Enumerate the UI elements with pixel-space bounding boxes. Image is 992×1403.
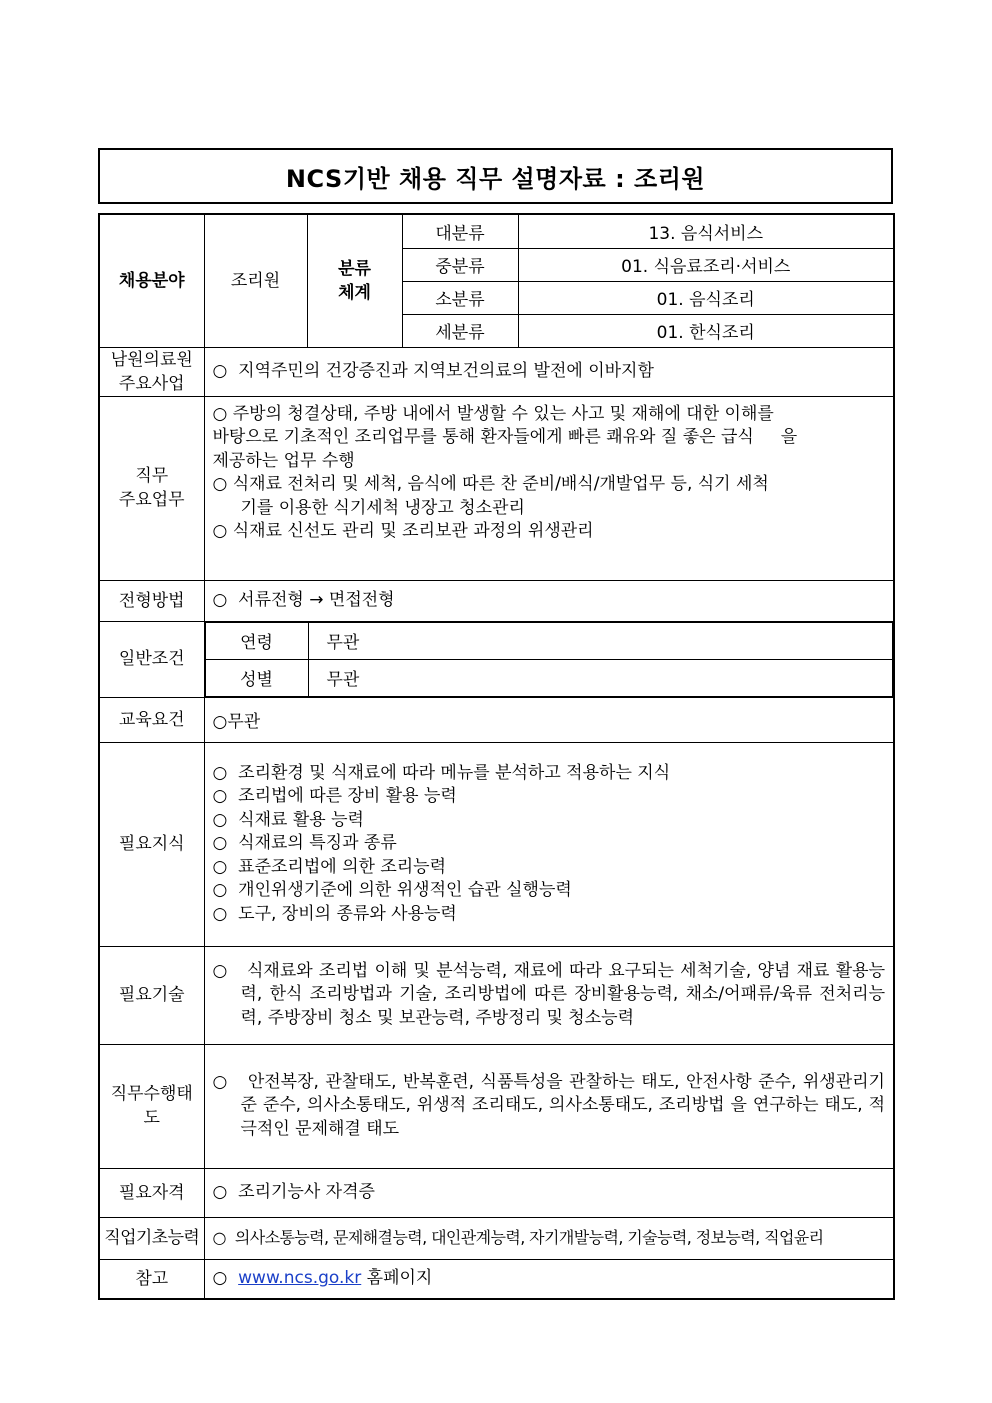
document-title-box [98, 148, 893, 204]
selection-label: 전형방법 [99, 580, 204, 621]
bullet: ○ [212, 786, 228, 807]
document-title: NCS기반 채용 직무 설명자료 : 조리원 [285, 164, 706, 193]
reference-label: 참고 [99, 1259, 204, 1299]
field-value: 조리원 [204, 214, 307, 347]
classification-value: 01. 한식조리 [518, 314, 894, 347]
duties-line: ○ 주방의 청결상태, 주방 내에서 발생할 수 있는 사고 및 재해에 대한 이해를 [212, 403, 774, 424]
attitude-label-line-2: 도 [143, 1108, 160, 1128]
knowledge-row [99, 742, 894, 946]
bullet: ○ [212, 1071, 229, 1092]
classification-value: 13. 음식서비스 [518, 214, 894, 248]
certificate-text-cell [204, 1168, 894, 1217]
classification-level: 대분류 [402, 214, 518, 248]
general-condition-row [205, 659, 893, 696]
condition-key: 연령 [205, 622, 308, 659]
knowledge-item-text: 개인위생기준에 의한 위생적인 습관 실행능력 [238, 880, 572, 901]
classification-value: 01. 음식조리 [518, 281, 894, 314]
bullet: ○ [212, 1181, 228, 1202]
bullet: ○ [212, 960, 229, 981]
skills-row [99, 946, 894, 1044]
skills-text: 식재료와 조리법 이해 및 분석능력, 재료에 따라 요구되는 세척기술, 양념 재료 활용능력, 한식 조리방법과 기술, 조리방법에 따른 장비활용능력, 채소/어패류/육류 전처리능력, 주방장비 청소 및 보관능력, 주방정리 및 청소능력 [240, 960, 885, 1028]
classification-value: 01. 식음료조리·서비스 [518, 248, 894, 281]
basic-ability-line [213, 1226, 886, 1250]
duties-line: 제공하는 업무 수행 [212, 450, 355, 471]
knowledge-list [204, 742, 894, 946]
knowledge-item [213, 879, 886, 903]
bullet: ○ [212, 1228, 226, 1248]
knowledge-item-text: 조리환경 및 식재료에 따라 메뉴를 분석하고 적용하는 지식 [238, 762, 671, 783]
attitude-text-cell [204, 1044, 894, 1168]
knowledge-item [213, 832, 886, 856]
bullet: ○ [212, 809, 228, 830]
condition-key: 성별 [205, 659, 308, 696]
knowledge-item [213, 903, 886, 927]
general-conditions-table [205, 622, 894, 697]
knowledge-item [213, 762, 886, 786]
duties-label-line-2: 주요업무 [118, 490, 185, 510]
knowledge-item [213, 785, 886, 809]
reference-text-cell [204, 1259, 894, 1299]
bullet: ○ [212, 856, 228, 877]
reference-row [99, 1259, 894, 1299]
duties-label [99, 396, 204, 580]
duties-label-line-1: 직무 [135, 466, 169, 486]
reference-line [213, 1267, 886, 1291]
classification-label-line-2: 체계 [338, 282, 371, 303]
main-business-row [99, 347, 894, 396]
classification-level: 세분류 [402, 314, 518, 347]
classification-label [307, 214, 402, 347]
general-row [99, 621, 894, 697]
main-business-label-line-1: 남원의료원 [110, 349, 193, 370]
bullet: ○ [212, 833, 228, 854]
education-text: ○무관 [204, 697, 894, 742]
knowledge-item-text: 식재료의 특징과 종류 [238, 833, 397, 854]
main-business-line [213, 360, 886, 384]
field-label: 채용분야 [99, 214, 204, 347]
basic-ability-label: 직업기초능력 [99, 1217, 204, 1259]
certificate-row [99, 1168, 894, 1217]
attitude-line [213, 1071, 886, 1142]
duties-row [99, 396, 894, 580]
skills-label: 필요기술 [99, 946, 204, 1044]
certificate-label: 필요자격 [99, 1168, 204, 1217]
classification-level: 소분류 [402, 281, 518, 314]
basic-ability-text-cell [204, 1217, 894, 1259]
duties-line: ○ 식재료 신선도 관리 및 조리보관 과정의 위생관리 [212, 521, 594, 541]
job-description-table [98, 213, 895, 1300]
condition-value: 무관 [308, 659, 893, 696]
main-business-text: 지역주민의 건강증진과 지역보건의료의 발전에 이바지함 [238, 360, 654, 381]
classification-label-line-1: 분류 [338, 258, 371, 279]
duties-line: 기를 이용한 식기세척 냉장고 청소관리 [240, 497, 525, 518]
basic-ability-text: 의사소통능력, 문제해결능력, 대인관계능력, 자기개발능력, 기술능력, 정보능력, 직업윤리 [234, 1228, 824, 1248]
main-business-label [99, 347, 204, 396]
certificate-line [213, 1181, 886, 1205]
duties-text-cell [204, 396, 894, 580]
main-business-text-cell [204, 347, 894, 396]
knowledge-item [213, 856, 886, 880]
basic-ability-row [99, 1217, 894, 1259]
main-business-label-line-2: 주요사업 [118, 373, 185, 394]
selection-line [213, 589, 886, 613]
attitude-row [99, 1044, 894, 1168]
classification-level: 중분류 [402, 248, 518, 281]
knowledge-item-text: 도구, 장비의 종류와 사용능력 [238, 903, 457, 924]
bullet: ○ [212, 762, 228, 783]
attitude-label-line-1: 직무수행태 [110, 1084, 193, 1104]
skills-text-cell [204, 946, 894, 1044]
general-conditions-cell [204, 621, 894, 697]
selection-row [99, 580, 894, 621]
bullet: ○ [212, 903, 228, 924]
skills-line [213, 960, 886, 1031]
attitude-label [99, 1044, 204, 1168]
bullet: ○ [212, 1268, 228, 1288]
bullet: ○ [212, 880, 228, 901]
education-row [99, 697, 894, 742]
selection-text-cell [204, 580, 894, 621]
duties-line: 바탕으로 기초적인 조리업무를 통해 환자들에게 빠른 쾌유와 질 좋은 급식 을 [212, 427, 798, 447]
general-condition-row [205, 622, 893, 659]
knowledge-label: 필요지식 [99, 742, 204, 946]
knowledge-item [213, 809, 886, 833]
general-label: 일반조건 [99, 621, 204, 697]
bullet: ○ [212, 589, 228, 610]
attitude-text: 안전복장, 관찰태도, 반복훈련, 식품특성을 관찰하는 태도, 안전사항 준수, 위생관리기준 준수, 의사소통태도, 위생적 조리태도, 의사소통태도, 조리방법 을 연구하는 태도, 적극적인 문제해결 태도 [240, 1071, 885, 1139]
selection-text: 서류전형 → 면접전형 [238, 589, 395, 610]
classification-row-1 [99, 214, 894, 248]
education-label: 교육요건 [99, 697, 204, 742]
knowledge-item-text: 조리법에 따른 장비 활용 능력 [238, 786, 457, 807]
duties-line: ○ 식재료 전처리 및 세척, 음식에 따른 찬 준비/배식/개발업무 등, 식기 세척 [212, 474, 769, 494]
knowledge-item-text: 식재료 활용 능력 [238, 809, 364, 830]
knowledge-item-text: 표준조리법에 의한 조리능력 [238, 856, 447, 877]
certificate-text: 조리기능사 자격증 [238, 1181, 375, 1202]
ncs-website-link[interactable]: www.ncs.go.kr [238, 1268, 362, 1288]
bullet: ○ [212, 360, 228, 381]
reference-suffix: 홈페이지 [366, 1268, 433, 1288]
condition-value: 무관 [308, 622, 893, 659]
